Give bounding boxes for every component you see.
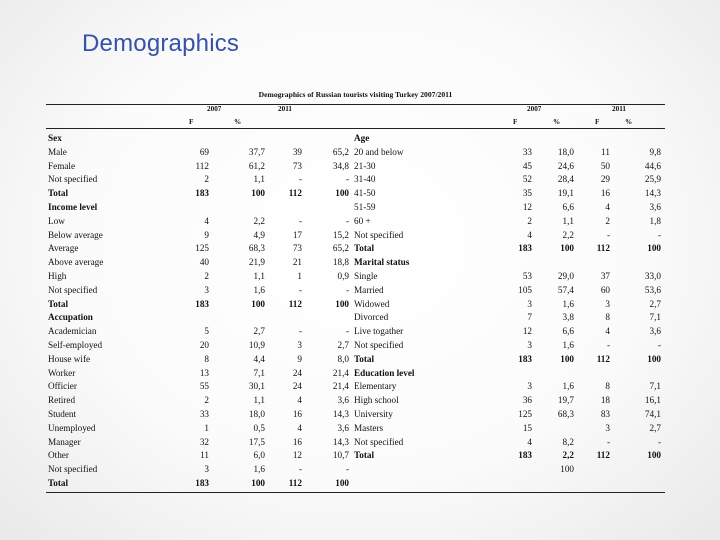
table-cell: 3,6: [649, 326, 661, 337]
table-cell: 40: [199, 257, 209, 268]
table-cell: 183: [518, 353, 532, 364]
table-cell: -: [298, 464, 302, 475]
table-cell: 74,1: [644, 408, 661, 419]
table-cell: 9: [297, 353, 302, 364]
table-cell: 12: [522, 201, 532, 212]
table-cell: 11: [200, 450, 209, 461]
table-cell: 2,7: [649, 422, 661, 433]
row-label: 60 +: [354, 215, 371, 226]
table-cell: 73: [292, 243, 302, 254]
row-label: University: [354, 408, 393, 419]
row-label: Not specified: [48, 174, 98, 185]
table-cell: 2: [527, 215, 532, 226]
table-cell: 28,4: [557, 174, 574, 185]
table-cell: 6,6: [562, 326, 574, 337]
row-label: Worker: [48, 367, 76, 378]
row-label: Self-employed: [48, 339, 103, 350]
table-cell: 4: [297, 395, 302, 406]
table-cell: 2,7: [649, 298, 661, 309]
table-cell: -: [298, 326, 302, 337]
row-label: Total: [48, 477, 69, 488]
table-cell: 100: [647, 353, 661, 364]
right-f-2011-header: F: [595, 118, 600, 126]
table-cell: -: [298, 284, 302, 295]
table-cell: 1: [204, 422, 209, 433]
table-cell: 8,2: [562, 436, 574, 447]
table-cell: 68,3: [248, 243, 265, 254]
table-cell: 30,1: [248, 381, 265, 392]
table-cell: 2,2: [253, 215, 265, 226]
row-label: 21-30: [354, 160, 376, 171]
table-cell: 2: [605, 215, 610, 226]
table-cell: 100: [251, 298, 265, 309]
demographics-table: [46, 88, 665, 493]
left-f-2011-column: [266, 132, 302, 491]
right-pct-2011-header: %: [625, 118, 633, 126]
table-cell: 45: [522, 160, 532, 171]
table-cell: 183: [195, 298, 209, 309]
table-cell: 21,4: [332, 381, 349, 392]
row-label: Academician: [48, 326, 97, 337]
row-label: Sex: [48, 133, 62, 143]
table-cell: 53,6: [644, 284, 661, 295]
table-cell: 100: [647, 450, 661, 461]
table-cell: [168, 201, 209, 215]
table-cell: -: [657, 229, 661, 240]
table-cell: 10,7: [332, 450, 349, 461]
table-cell: 4: [605, 326, 610, 337]
table-cell: 18: [600, 395, 610, 406]
table-cell: 3: [605, 422, 610, 433]
table-cell: 6,0: [253, 450, 265, 461]
table-cell: 17: [292, 229, 302, 240]
table-cell: [492, 132, 532, 146]
table-cell: [266, 132, 302, 146]
table-cell: 3: [605, 298, 610, 309]
table-cell: 2,7: [337, 339, 349, 350]
right-pct-2007-column: [534, 132, 574, 477]
table-cell: 61,2: [248, 160, 265, 171]
table-cell: [616, 132, 661, 146]
table-cell: 68,3: [557, 408, 574, 419]
table-cell: 33: [199, 408, 209, 419]
header-divider: [46, 128, 665, 129]
row-label: Widowed: [354, 298, 390, 309]
table-cell: [309, 311, 349, 325]
table-cell: 1,1: [253, 395, 265, 406]
table-cell: 3,6: [337, 422, 349, 433]
table-cell: 24: [292, 381, 302, 392]
table-cell: 18,0: [557, 146, 574, 157]
table-cell: 112: [288, 477, 302, 488]
table-cell: 7,1: [649, 381, 661, 392]
left-year-2007-header: 2007: [207, 105, 222, 113]
table-cell: [492, 367, 532, 381]
table-cell: 3: [297, 339, 302, 350]
table-cell: [534, 256, 574, 270]
row-label: House wife: [48, 353, 91, 364]
table-cell: 14,3: [332, 408, 349, 419]
row-label: Other: [48, 450, 69, 461]
table-cell: 57,4: [557, 284, 574, 295]
row-label: Total: [354, 353, 375, 364]
table-cell: 3,8: [562, 312, 574, 323]
table-cell: -: [606, 229, 610, 240]
table-cell: 100: [251, 188, 265, 199]
table-cell: 2: [204, 395, 209, 406]
table-cell: 83: [600, 408, 610, 419]
table-cell: 24,6: [557, 160, 574, 171]
table-cell: 7,1: [649, 312, 661, 323]
row-label: Total: [354, 243, 375, 254]
table-cell: [616, 256, 661, 270]
table-cell: -: [345, 215, 349, 226]
table-cell: 73: [292, 160, 302, 171]
table-cell: 16,1: [644, 395, 661, 406]
table-cell: [168, 132, 209, 146]
table-cell: 1,6: [562, 339, 574, 350]
table-cell: 35: [522, 188, 532, 199]
row-label: 20 and below: [354, 146, 404, 157]
row-label: High school: [354, 395, 399, 406]
table-cell: [534, 367, 574, 381]
row-label: Total: [48, 298, 69, 309]
table-cell: 100: [560, 464, 574, 475]
left-pct-2011-column: [309, 132, 349, 491]
table-cell: 65,2: [332, 243, 349, 254]
table-cell: 12: [292, 450, 302, 461]
table-cell: 1,6: [562, 298, 574, 309]
table-bottom-border: [46, 492, 665, 493]
table-cell: 6,6: [562, 201, 574, 212]
table-caption: Demographics of Russian tourists visiting Turkey 2007/2011: [46, 88, 665, 105]
table-cell: -: [345, 174, 349, 185]
row-label: Divorced: [354, 312, 389, 323]
table-cell: 183: [518, 243, 532, 254]
table-cell: 2: [204, 270, 209, 281]
row-label: Officier: [48, 381, 77, 392]
table-cell: 24: [292, 367, 302, 378]
table-cell: 34,8: [332, 160, 349, 171]
table-cell: 9,8: [649, 146, 661, 157]
row-label: Accupation: [48, 312, 93, 323]
table-cell: 100: [647, 243, 661, 254]
table-cell: 1,6: [253, 464, 265, 475]
table-cell: [309, 201, 349, 215]
row-label: 41-50: [354, 188, 376, 199]
table-cell: -: [298, 174, 302, 185]
table-cell: 112: [195, 160, 209, 171]
table-cell: 3: [204, 464, 209, 475]
table-cell: 53: [522, 270, 532, 281]
table-cell: 3,6: [337, 395, 349, 406]
table-cell: 19,1: [557, 188, 574, 199]
table-cell: 1: [297, 270, 302, 281]
table-cell: [576, 132, 610, 146]
left-year-2011-header: 2011: [278, 105, 292, 113]
table-cell: 8: [204, 353, 209, 364]
table-cell: [218, 201, 265, 215]
table-cell: 2,2: [562, 450, 574, 461]
table-cell: 50: [600, 160, 610, 171]
table-cell: 14,3: [644, 188, 661, 199]
table-cell: -: [657, 339, 661, 350]
right-pct-2007-header: %: [553, 118, 561, 126]
row-label: Not specified: [354, 339, 404, 350]
right-pct-2011-column: [616, 132, 661, 463]
row-label: Low: [48, 215, 65, 226]
table-cell: -: [345, 284, 349, 295]
table-cell: 112: [596, 353, 610, 364]
table-cell: 21: [292, 257, 302, 268]
slide-title: Demographics: [82, 30, 240, 57]
right-year-2007-header: 2007: [527, 105, 542, 113]
table-cell: 1,1: [562, 215, 574, 226]
row-label: Above average: [48, 257, 104, 268]
table-cell: [266, 311, 302, 325]
table-cell: 7,1: [253, 367, 265, 378]
table-cell: [266, 201, 302, 215]
table-cell: [616, 367, 661, 381]
table-cell: 100: [335, 188, 349, 199]
table-cell: 55: [199, 381, 209, 392]
table-cell: [218, 132, 265, 146]
table-cell: 44,6: [644, 160, 661, 171]
row-label: Not specified: [48, 464, 98, 475]
table-cell: 1,1: [253, 174, 265, 185]
row-label: Unemployed: [48, 422, 96, 433]
table-cell: 4: [204, 215, 209, 226]
table-cell: 13: [199, 367, 209, 378]
table-cell: [309, 132, 349, 146]
table-cell: 112: [596, 450, 610, 461]
right-f-2007-header: F: [513, 118, 518, 126]
table-cell: 29: [600, 174, 610, 185]
row-label: Average: [48, 243, 79, 254]
table-cell: 3: [527, 339, 532, 350]
table-cell: 1,6: [562, 381, 574, 392]
right-labels-column: [354, 132, 464, 463]
right-year-2011-header: 2011: [612, 105, 626, 113]
row-label: Marital status: [354, 257, 410, 268]
table-cell: 4: [605, 201, 610, 212]
row-label: Age: [354, 133, 370, 143]
table-cell: 20: [199, 339, 209, 350]
row-label: Live togather: [354, 326, 404, 337]
table-cell: 37: [600, 270, 610, 281]
table-cell: [576, 367, 610, 381]
table-cell: 15: [522, 422, 532, 433]
table-cell: 2,7: [253, 326, 265, 337]
table-cell: [492, 256, 532, 270]
table-cell: [168, 311, 209, 325]
table-cell: 3,6: [649, 201, 661, 212]
table-cell: 65,2: [332, 146, 349, 157]
table-cell: 3: [527, 298, 532, 309]
table-cell: -: [298, 215, 302, 226]
table-cell: 33,0: [644, 270, 661, 281]
table-cell: -: [606, 436, 610, 447]
row-label: Masters: [354, 422, 384, 433]
left-f-2007-column: [168, 132, 209, 491]
table-cell: 100: [335, 298, 349, 309]
table-cell: 8: [605, 312, 610, 323]
table-cell: 1,6: [253, 284, 265, 295]
table-cell: 4,9: [253, 229, 265, 240]
table-cell: 36: [522, 395, 532, 406]
table-cell: 0,9: [337, 270, 349, 281]
table-cell: 5: [204, 326, 209, 337]
left-labels-column: [48, 132, 168, 491]
table-cell: 2,2: [562, 229, 574, 240]
table-cell: 21,4: [332, 367, 349, 378]
table-cell: 7: [527, 312, 532, 323]
left-pct-2007-header: %: [234, 118, 242, 126]
table-cell: [534, 422, 574, 436]
table-cell: -: [657, 436, 661, 447]
table-cell: 4: [527, 229, 532, 240]
table-cell: -: [345, 464, 349, 475]
row-label: Not specified: [354, 436, 404, 447]
right-f-2007-column: [492, 132, 532, 463]
table-cell: 19,7: [557, 395, 574, 406]
right-f-2011-column: [576, 132, 610, 463]
left-pct-2007-column: [218, 132, 265, 491]
table-cell: -: [345, 326, 349, 337]
table-cell: 112: [288, 298, 302, 309]
table-cell: 100: [560, 243, 574, 254]
table-cell: 25,9: [644, 174, 661, 185]
row-label: Below average: [48, 229, 103, 240]
table-cell: 125: [195, 243, 209, 254]
table-cell: 183: [195, 188, 209, 199]
row-label: Female: [48, 160, 76, 171]
row-label: Retired: [48, 395, 76, 406]
table-cell: 100: [251, 477, 265, 488]
table-cell: 1,1: [253, 270, 265, 281]
table-cell: 4: [527, 436, 532, 447]
table-cell: 60: [600, 284, 610, 295]
row-label: Manager: [48, 436, 81, 447]
table-cell: 10,9: [248, 339, 265, 350]
table-cell: 105: [518, 284, 532, 295]
table-cell: 100: [335, 477, 349, 488]
row-label: Not specified: [354, 229, 404, 240]
table-cell: 8,0: [337, 353, 349, 364]
table-cell: 11: [601, 146, 610, 157]
left-f-2007-header: F: [189, 118, 194, 126]
table-cell: 12: [522, 326, 532, 337]
row-label: Total: [354, 450, 375, 461]
table-cell: 21,9: [248, 257, 265, 268]
table-cell: 16: [292, 408, 302, 419]
table-cell: 2: [204, 174, 209, 185]
table-cell: 112: [596, 243, 610, 254]
table-cell: 15,2: [332, 229, 349, 240]
table-cell: 52: [522, 174, 532, 185]
row-label: Elementary: [354, 381, 397, 392]
table-cell: 9: [204, 229, 209, 240]
table-cell: 1,8: [649, 215, 661, 226]
table-cell: 183: [518, 450, 532, 461]
table-cell: 33: [522, 146, 532, 157]
table-cell: 18,8: [332, 257, 349, 268]
table-cell: [218, 311, 265, 325]
row-label: Single: [354, 270, 378, 281]
row-label: 31-40: [354, 174, 376, 185]
table-cell: 4: [297, 422, 302, 433]
table-cell: -: [606, 339, 610, 350]
table-cell: 3: [527, 381, 532, 392]
table-cell: 69: [199, 146, 209, 157]
row-label: Student: [48, 408, 77, 419]
table-cell: 18,0: [248, 408, 265, 419]
row-label: Education level: [354, 367, 415, 378]
table-cell: 100: [560, 353, 574, 364]
row-label: Total: [48, 188, 69, 199]
table-cell: 39: [292, 146, 302, 157]
table-cell: [534, 132, 574, 146]
row-label: Married: [354, 284, 384, 295]
table-cell: 16: [292, 436, 302, 447]
table-cell: 14,3: [332, 436, 349, 447]
table-cell: 183: [195, 477, 209, 488]
row-label: Male: [48, 146, 67, 157]
table-cell: [576, 256, 610, 270]
table-cell: 112: [288, 188, 302, 199]
table-cell: 16: [600, 188, 610, 199]
row-label: Income level: [48, 201, 98, 212]
row-label: High: [48, 270, 67, 281]
table-cell: 17,5: [248, 436, 265, 447]
table-cell: 4,4: [253, 353, 265, 364]
table-cell: 37,7: [248, 146, 265, 157]
row-label: Not specified: [48, 284, 98, 295]
table-cell: 29,0: [557, 270, 574, 281]
row-label: 51-59: [354, 201, 376, 212]
table-cell: 3: [204, 284, 209, 295]
table-cell: 0,5: [253, 422, 265, 433]
table-cell: 125: [518, 408, 532, 419]
table-cell: 32: [199, 436, 209, 447]
table-cell: 8: [605, 381, 610, 392]
